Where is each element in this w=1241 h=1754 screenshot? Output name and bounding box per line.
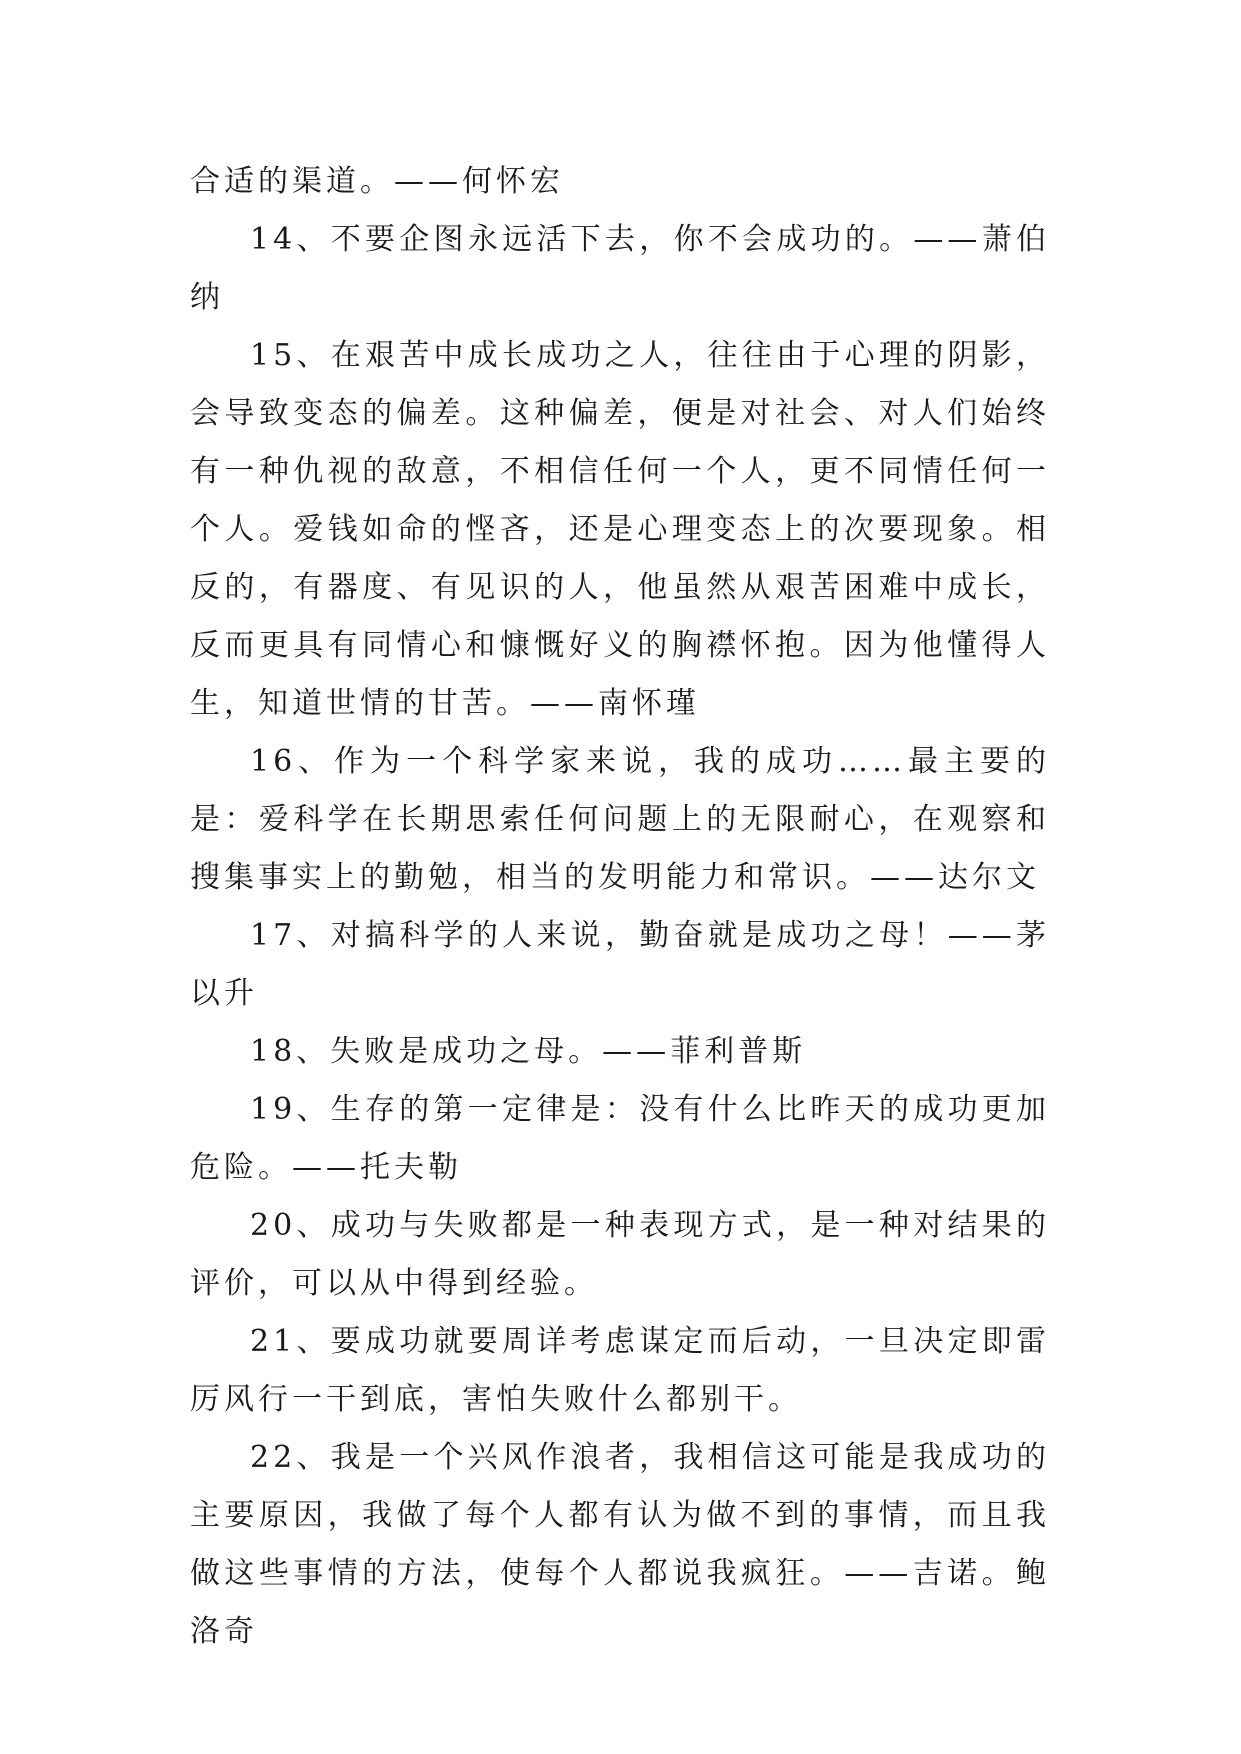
quote-15: 15、在艰苦中成长成功之人，往往由于心理的阴影，会导致变态的偏差。这种偏差，便是对社会、对人们始终有一种仇视的敌意，不相信任何一个人，更不同情任何一个人。爱钱如命的悭吝，还是心理变态上的次要现象。相反的，有器度、有见识的人，他虽然从艰苦困难中成长，反而更具有同情心和慷慨好义的胸襟怀抱。因为他懂得人生，知道世情的甘苦。——南怀瑾 <box>190 338 1050 721</box>
quote-14: 14、不要企图永远活下去，你不会成功的。——萧伯纳 <box>190 222 1050 315</box>
document-body <box>190 153 1050 1661</box>
paragraph-continuation: 合适的渠道。——何怀宏 <box>190 164 564 199</box>
quote-18: 18、失败是成功之母。——菲利普斯 <box>250 1034 807 1069</box>
quote-19: 19、生存的第一定律是：没有什么比昨天的成功更加危险。——托夫勒 <box>190 1092 1050 1185</box>
quote-21: 21、要成功就要周详考虑谋定而后动，一旦决定即雷厉风行一干到底，害怕失败什么都别干。 <box>190 1324 1050 1417</box>
quote-20: 20、成功与失败都是一种表现方式，是一种对结果的评价，可以从中得到经验。 <box>190 1208 1050 1301</box>
quote-17: 17、对搞科学的人来说，勤奋就是成功之母！——茅以升 <box>190 918 1050 1011</box>
quote-16: 16、作为一个科学家来说，我的成功……最主要的是：爱科学在长期思索任何问题上的无限耐心，在观察和搜集事实上的勤勉，相当的发明能力和常识。——达尔文 <box>190 744 1050 895</box>
quote-22: 22、我是一个兴风作浪者，我相信这可能是我成功的主要原因，我做了每个人都有认为做不到的事情，而且我做这些事情的方法，使每个人都说我疯狂。——吉诺。鲍洛奇 <box>190 1440 1050 1649</box>
